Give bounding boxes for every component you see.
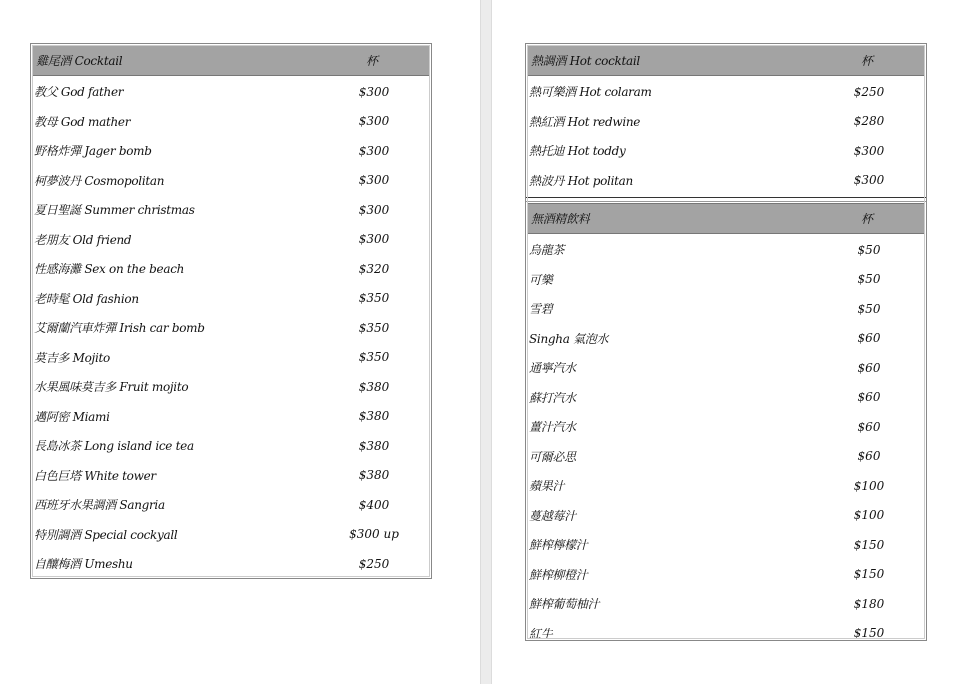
section-divider <box>526 197 926 202</box>
item-price: $150 <box>853 626 885 641</box>
item-name: 老朋友 Old friend <box>34 232 132 247</box>
hot-cocktail-header <box>527 45 925 76</box>
hot-cocktail-rows <box>526 77 926 195</box>
menu-item-row <box>526 77 926 107</box>
item-price: $300 <box>853 173 885 188</box>
menu-item-row <box>526 471 926 501</box>
item-price: $300 <box>358 173 390 188</box>
menu-item-row <box>526 353 926 383</box>
menu-item-row <box>31 431 431 461</box>
cocktail-rows <box>31 77 431 579</box>
item-name: 西班牙水果調酒 Sangria <box>34 498 165 513</box>
menu-item-row <box>526 265 926 295</box>
item-price: $150 <box>853 567 885 582</box>
item-name: 熱可樂酒 Hot colaram <box>529 85 652 100</box>
menu-item-row <box>526 294 926 324</box>
item-name: 自釀梅酒 Umeshu <box>34 557 133 572</box>
item-name: 熱波丹 Hot politan <box>529 173 633 188</box>
non-alcoholic-rows <box>526 235 926 648</box>
menu-item-row <box>31 166 431 196</box>
item-name: 邁阿密 Miami <box>34 409 110 424</box>
page-gutter <box>480 0 492 684</box>
menu-item-row <box>526 501 926 531</box>
menu-item-row <box>31 254 431 284</box>
item-price: $300 <box>358 114 390 129</box>
menu-item-row <box>31 136 431 166</box>
item-price: $300 <box>358 202 390 217</box>
menu-item-row <box>31 195 431 225</box>
item-price: $350 <box>358 320 390 335</box>
item-price: $60 <box>857 419 881 434</box>
menu-item-row <box>31 372 431 402</box>
item-price: $60 <box>857 449 881 464</box>
item-price: $60 <box>857 331 881 346</box>
item-name: Singha 氣泡水 <box>529 331 609 346</box>
item-name: 熱紅酒 Hot redwine <box>529 114 641 129</box>
item-name: 蘋果汁 <box>529 479 565 494</box>
unit-label: 杯 <box>860 212 873 226</box>
item-name: 夏日聖誕 Summer christmas <box>34 203 195 218</box>
item-price: $350 <box>358 291 390 306</box>
item-name: 鮮榨葡萄柚汁 <box>529 597 600 612</box>
item-name: 長島冰茶 Long island ice tea <box>34 439 194 454</box>
item-price: $320 <box>358 261 390 276</box>
menu-item-row <box>31 490 431 520</box>
item-name: 蘇打汽水 <box>529 390 576 405</box>
item-price: $300 up <box>349 527 399 542</box>
item-name: 教母 God mather <box>34 114 131 129</box>
menu-item-row <box>31 549 431 579</box>
menu-item-row <box>31 402 431 432</box>
menu-item-row <box>31 107 431 137</box>
item-name: 艾爾蘭汽車炸彈 Irish car bomb <box>34 321 205 336</box>
item-price: $380 <box>358 468 390 483</box>
item-price: $60 <box>857 360 881 375</box>
item-name: 蔓越莓汁 <box>529 508 576 523</box>
item-price: $400 <box>358 497 390 512</box>
item-name: 烏龍茶 <box>529 243 565 258</box>
item-price: $100 <box>853 478 885 493</box>
item-price: $50 <box>857 301 881 316</box>
item-name: 白色巨塔 White tower <box>34 468 156 483</box>
item-price: $250 <box>358 556 390 571</box>
item-price: $60 <box>857 390 881 405</box>
item-price: $250 <box>853 84 885 99</box>
item-name: 可樂 <box>529 272 553 287</box>
menu-item-row <box>31 284 431 314</box>
item-name: 莫吉多 Mojito <box>34 350 110 365</box>
item-name: 水果風味莫吉多 Fruit mojito <box>34 380 189 395</box>
item-price: $380 <box>358 379 390 394</box>
menu-item-row <box>31 343 431 373</box>
menu-item-row <box>31 225 431 255</box>
item-name: 可爾必思 <box>529 449 576 464</box>
item-price: $300 <box>853 143 885 158</box>
item-price: $50 <box>857 272 881 287</box>
menu-item-row <box>31 461 431 491</box>
section-title: 熱調酒 Hot cocktail <box>531 54 640 68</box>
item-price: $300 <box>358 84 390 99</box>
unit-label: 杯 <box>365 54 378 68</box>
menu-item-row <box>526 136 926 166</box>
item-name: 鮮榨柳橙汁 <box>529 567 588 582</box>
item-name: 雪碧 <box>529 302 553 317</box>
item-name: 薑汁汽水 <box>529 420 576 435</box>
non-alcoholic-header <box>527 203 925 234</box>
menu-item-row <box>526 560 926 590</box>
menu-item-row <box>526 530 926 560</box>
menu-item-row <box>526 324 926 354</box>
item-name: 教父 God father <box>34 85 124 100</box>
item-price: $100 <box>853 508 885 523</box>
menu-item-row <box>526 442 926 472</box>
item-name: 性感海灘 Sex on the beach <box>34 262 185 277</box>
menu-item-row <box>526 619 926 649</box>
menu-item-row <box>31 520 431 550</box>
item-name: 熱托迪 Hot toddy <box>529 144 626 159</box>
menu-item-row <box>31 77 431 107</box>
cocktail-header <box>32 45 430 76</box>
cocktail-menu-table <box>30 43 432 579</box>
item-price: $50 <box>857 242 881 257</box>
item-name: 老時髦 Old fashion <box>34 291 139 306</box>
menu-item-row <box>526 412 926 442</box>
section-title: 雞尾酒 Cocktail <box>36 54 123 68</box>
hot-and-soft-drinks-table <box>525 43 927 641</box>
item-price: $150 <box>853 537 885 552</box>
item-price: $380 <box>358 409 390 424</box>
menu-item-row <box>526 166 926 196</box>
item-name: 特別調酒 Special cockyall <box>34 527 178 542</box>
item-price: $300 <box>358 232 390 247</box>
menu-item-row <box>31 313 431 343</box>
item-price: $280 <box>853 114 885 129</box>
item-price: $380 <box>358 438 390 453</box>
menu-item-row <box>526 383 926 413</box>
menu-item-row <box>526 235 926 265</box>
item-price: $180 <box>853 596 885 611</box>
item-name: 野格炸彈 Jager bomb <box>34 144 152 159</box>
menu-item-row <box>526 589 926 619</box>
unit-label: 杯 <box>860 54 873 68</box>
item-name: 柯夢波丹 Cosmopolitan <box>34 173 165 188</box>
menu-item-row <box>526 107 926 137</box>
item-price: $300 <box>358 143 390 158</box>
section-title: 無酒精飲料 <box>531 212 590 226</box>
item-price: $350 <box>358 350 390 365</box>
item-name: 紅牛 <box>529 626 553 641</box>
item-name: 鮮榨檸檬汁 <box>529 538 588 553</box>
item-name: 通寧汽水 <box>529 361 576 376</box>
